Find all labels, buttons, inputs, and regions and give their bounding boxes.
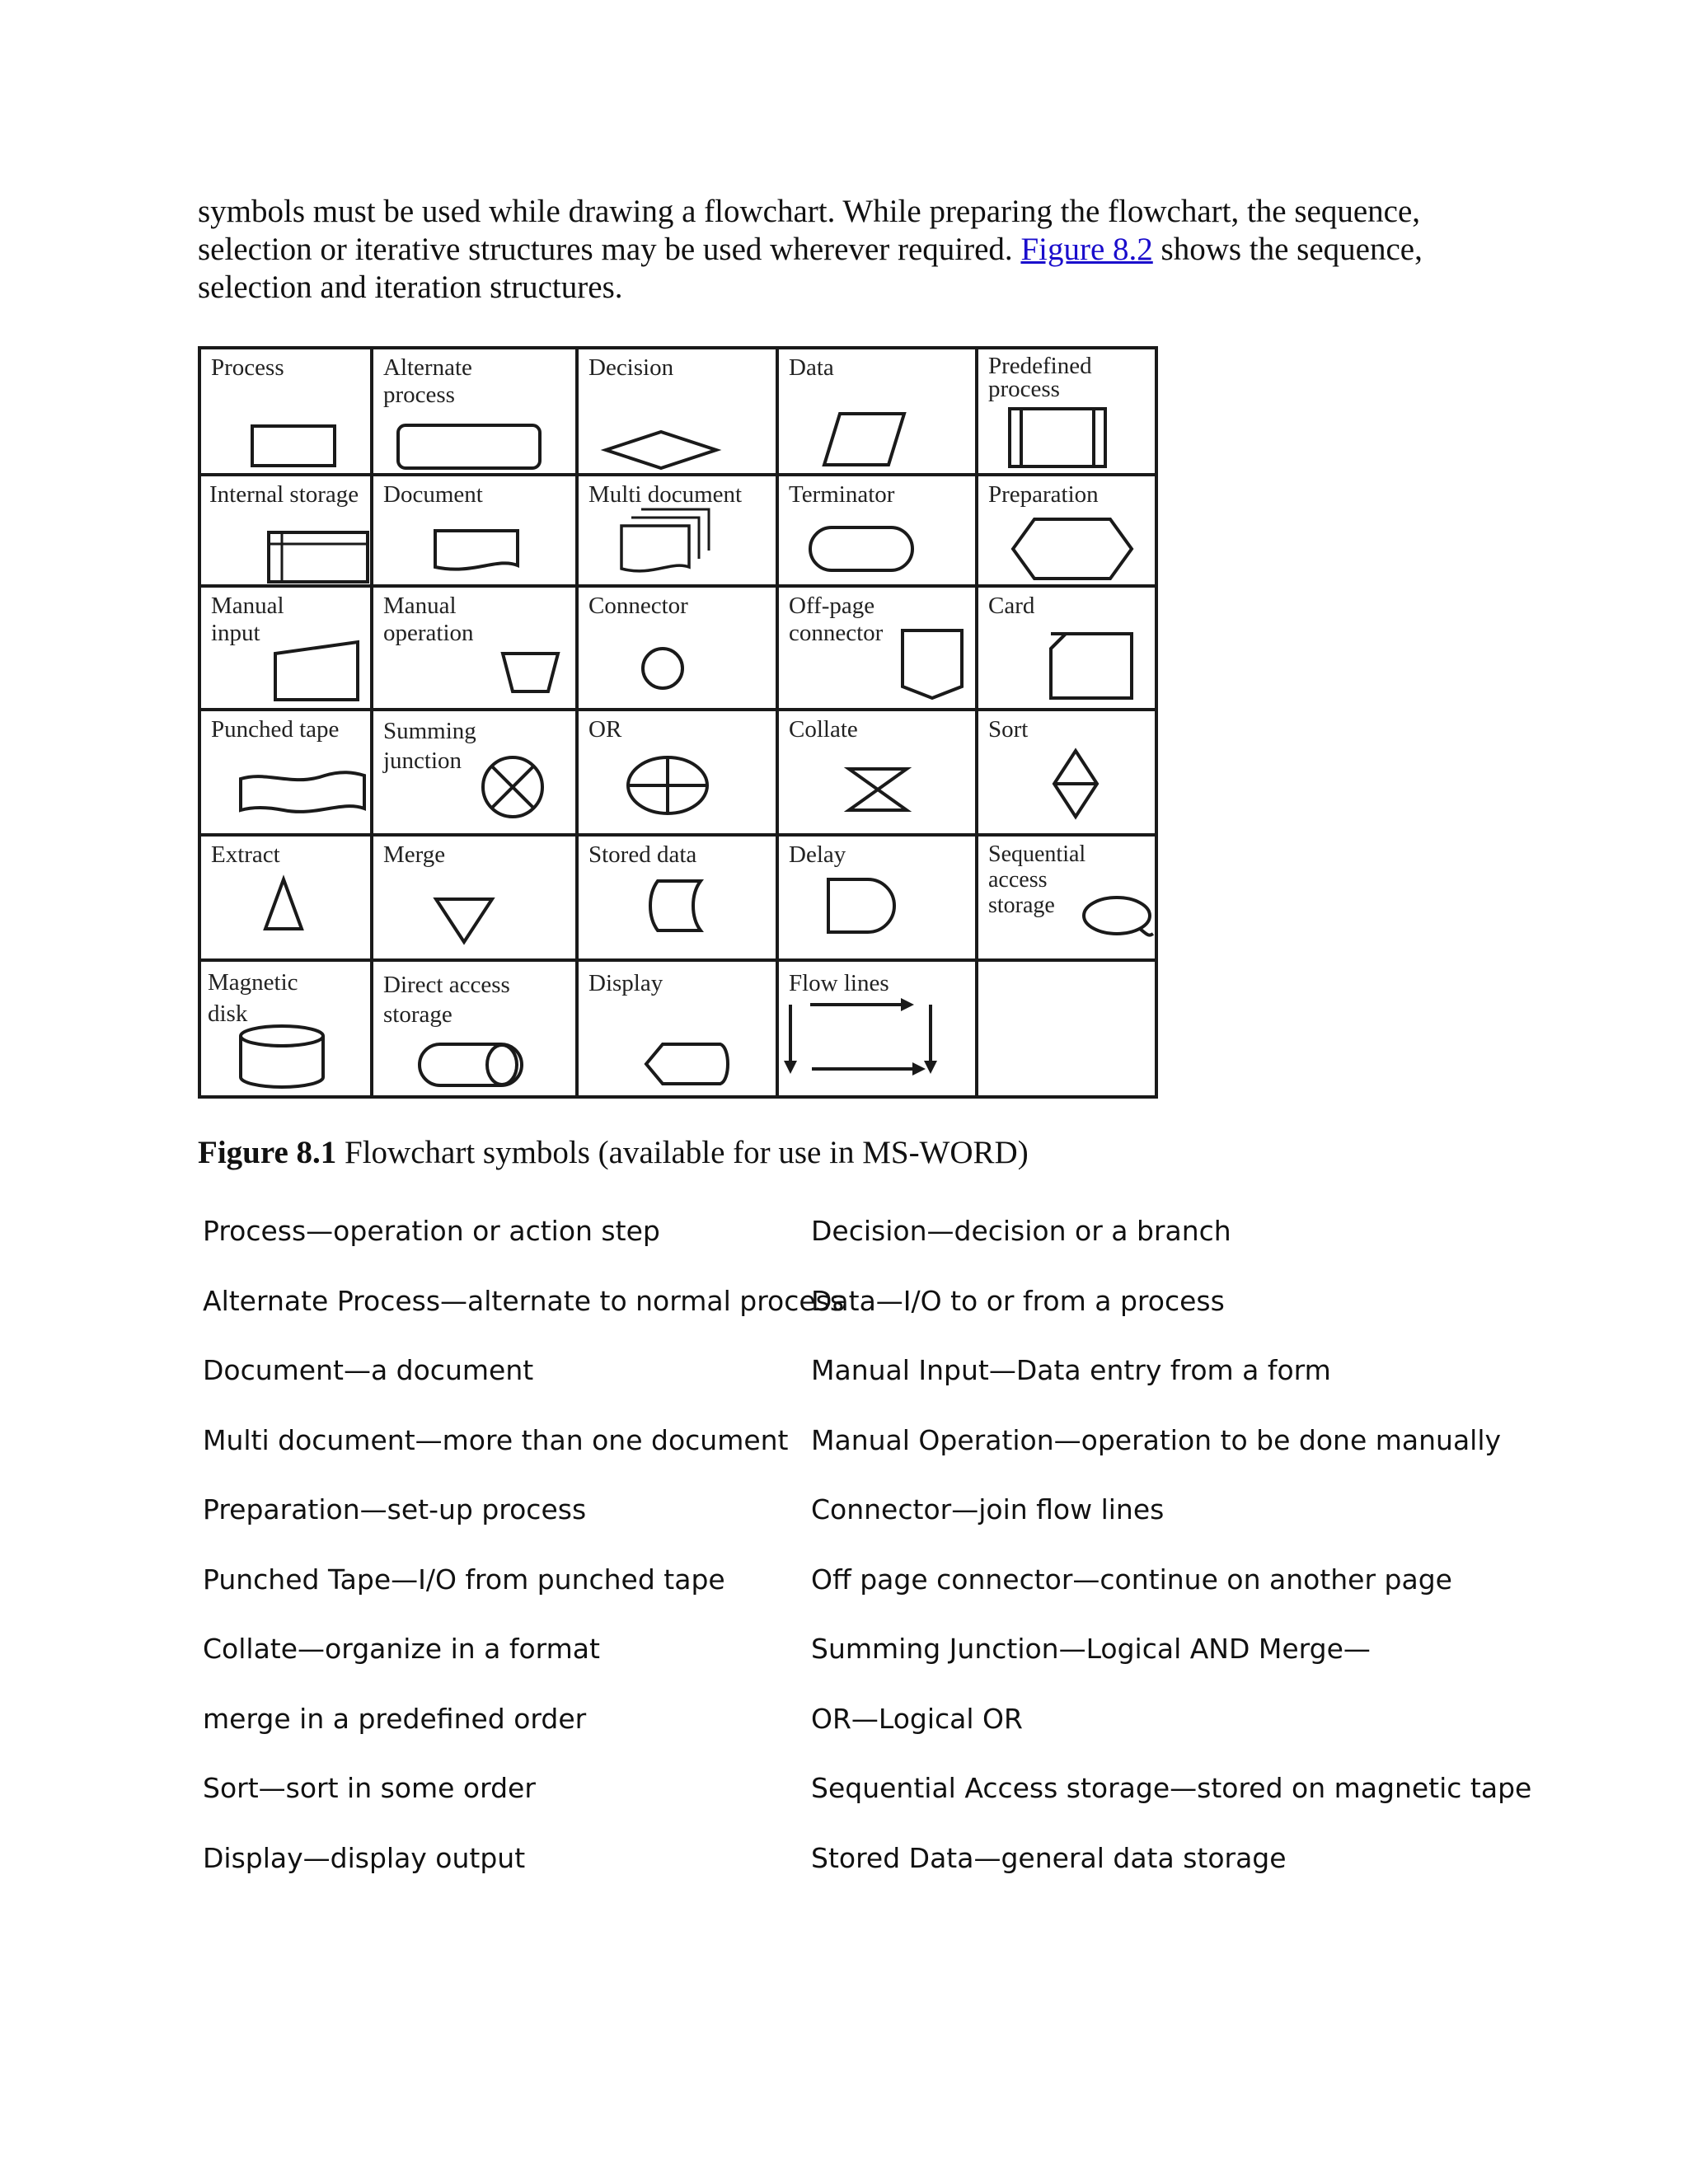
definition-row xyxy=(203,1563,1489,1633)
definition-right: Summing Junction—Logical AND Merge— xyxy=(811,1633,1371,1665)
cell-off-page-connector xyxy=(777,586,977,710)
cell-label: Preparation xyxy=(988,481,1099,508)
cell-magnetic-disk xyxy=(199,960,372,1097)
figure-8-2-link[interactable]: Figure 8.2 xyxy=(1020,232,1153,267)
predefined-process-symbol-icon xyxy=(978,349,1158,476)
definition-right: Off page connector—continue on another page xyxy=(811,1563,1452,1596)
cell-predefined-process xyxy=(977,348,1156,475)
definition-right: Decision—decision or a branch xyxy=(811,1215,1231,1247)
cell-label: Stored data xyxy=(588,841,697,868)
cell-preparation xyxy=(977,475,1156,586)
cell-terminator xyxy=(777,475,977,586)
extract-symbol-icon xyxy=(201,837,373,962)
cell-document xyxy=(372,475,577,586)
cell-manual-input xyxy=(199,586,372,710)
definition-row xyxy=(203,1842,1489,1912)
merge-symbol-icon xyxy=(373,837,579,962)
cell-connector xyxy=(577,586,777,710)
cell-label: Alternate process xyxy=(383,354,472,408)
definition-row xyxy=(203,1354,1489,1424)
cell-label: Collate xyxy=(789,716,858,743)
stored-data-symbol-icon xyxy=(579,837,779,962)
cell-summing-junction xyxy=(372,710,577,835)
cell-decision xyxy=(577,348,777,475)
cell-card xyxy=(977,586,1156,710)
cell-label: Sort xyxy=(988,716,1029,743)
process-symbol-icon xyxy=(201,349,373,476)
cell-label: Internal storage xyxy=(209,481,359,508)
delay-symbol-icon xyxy=(779,837,978,962)
definition-left: Document—a document xyxy=(203,1354,534,1386)
figure-caption xyxy=(198,1134,1029,1171)
definition-right: Connector—join flow lines xyxy=(811,1493,1165,1526)
definition-right: OR—Logical OR xyxy=(811,1702,1023,1735)
flow-lines-symbol-icon xyxy=(779,962,978,1099)
cell-label: Flow lines xyxy=(789,970,889,996)
definition-left: Preparation—set-up process xyxy=(203,1493,587,1526)
definition-right: Data—I/O to or from a process xyxy=(811,1284,1225,1317)
definition-right: Sequential Access storage—stored on magnetic tape xyxy=(811,1772,1532,1804)
definition-left: Punched Tape—I/O from punched tape xyxy=(203,1563,725,1596)
cell-label: Extract xyxy=(211,841,280,868)
definition-left: merge in a predefined order xyxy=(203,1702,587,1735)
sort-symbol-icon xyxy=(978,711,1158,837)
cell-empty xyxy=(977,960,1156,1097)
definition-row xyxy=(203,1493,1489,1563)
definition-left: Display—display output xyxy=(203,1841,526,1874)
internal-storage-symbol-icon xyxy=(201,476,373,588)
manual-operation-symbol-icon xyxy=(373,588,579,711)
cell-label: Document xyxy=(383,481,483,508)
cell-label: Manual input xyxy=(211,593,284,646)
definition-left: Process—operation or action step xyxy=(203,1215,660,1247)
cell-label: Display xyxy=(588,970,663,996)
definition-right: Manual Operation—operation to be done manually xyxy=(811,1423,1502,1456)
symbol-definitions-list xyxy=(203,1215,1532,1911)
cell-label: Multi document xyxy=(588,481,743,508)
cell-display xyxy=(577,960,777,1097)
definition-row xyxy=(203,1703,1489,1773)
cell-label: OR xyxy=(588,716,622,743)
intro-text-after: shows the sequence, selection and iteration structures. xyxy=(198,232,1423,305)
cell-label: Delay xyxy=(789,841,846,868)
decision-symbol-icon xyxy=(579,349,779,476)
cell-sequential-access-storage xyxy=(977,835,1156,960)
definition-row xyxy=(203,1423,1502,1494)
definition-right: Manual Input—Data entry from a form xyxy=(811,1354,1331,1386)
collate-symbol-icon xyxy=(779,711,978,837)
definition-row xyxy=(203,1633,1489,1703)
cell-manual-operation xyxy=(372,586,577,710)
alternate-process-symbol-icon xyxy=(373,349,579,476)
connector-symbol-icon xyxy=(579,588,779,711)
intro-paragraph xyxy=(198,193,1484,307)
multi-document-symbol-icon xyxy=(579,476,779,588)
summing-junction-symbol-icon xyxy=(373,711,579,837)
cell-sort xyxy=(977,710,1156,835)
magnetic-disk-symbol-icon xyxy=(201,962,373,1099)
document-symbol-icon xyxy=(373,476,579,588)
cell-label: Data xyxy=(789,354,834,381)
cell-label: Card xyxy=(988,593,1035,619)
sequential-access-storage-symbol-icon xyxy=(978,837,1158,962)
cell-label: Magnetic disk xyxy=(208,969,298,1027)
definition-row xyxy=(203,1215,1489,1285)
terminator-symbol-icon xyxy=(779,476,978,588)
intro-text-before: symbols must be used while drawing a flowchart. While preparing the flowchart, the sequence, selection or iterative structures may be used wherever required. xyxy=(198,194,1421,267)
cell-internal-storage xyxy=(199,475,372,586)
cell-label: Manual operation xyxy=(383,593,474,646)
cell-stored-data xyxy=(577,835,777,960)
cell-label: Merge xyxy=(383,841,446,868)
figure-number: Figure 8.1 xyxy=(198,1135,337,1170)
definition-left: Collate—organize in a format xyxy=(203,1633,600,1665)
caption-text: Flowchart symbols (available for use in MS-WORD) xyxy=(336,1135,1029,1170)
manual-input-symbol-icon xyxy=(201,588,373,711)
cell-label: Predefined process xyxy=(988,353,1092,402)
flowchart-symbols-figure xyxy=(198,346,1158,1099)
cell-label: Sequential access storage xyxy=(988,841,1086,918)
definition-row xyxy=(203,1285,1489,1355)
cell-label: Decision xyxy=(588,354,674,381)
punched-tape-symbol-icon xyxy=(201,711,373,837)
card-symbol-icon xyxy=(978,588,1158,711)
or-symbol-icon xyxy=(579,711,779,837)
cell-multi-document xyxy=(577,475,777,586)
cell-flow-lines xyxy=(777,960,977,1097)
cell-direct-access-storage xyxy=(372,960,577,1097)
cell-punched-tape xyxy=(199,710,372,835)
cell-delay xyxy=(777,835,977,960)
cell-extract xyxy=(199,835,372,960)
cell-or xyxy=(577,710,777,835)
cell-collate xyxy=(777,710,977,835)
cell-label: Summing junction xyxy=(383,718,476,774)
definition-left: Alternate Process—alternate to normal process xyxy=(203,1284,845,1317)
cell-alternate-process xyxy=(372,348,577,475)
data-symbol-icon xyxy=(779,349,978,476)
cell-label: Process xyxy=(211,354,284,381)
direct-access-storage-symbol-icon xyxy=(373,962,579,1099)
cell-label: Punched tape xyxy=(211,716,340,743)
preparation-symbol-icon xyxy=(978,476,1158,588)
cell-process xyxy=(199,348,372,475)
definition-row xyxy=(203,1772,1532,1842)
off-page-connector-symbol-icon xyxy=(779,588,978,711)
cell-label: Connector xyxy=(588,593,688,619)
cell-label: Terminator xyxy=(789,481,895,508)
cell-data xyxy=(777,348,977,475)
definition-right: Stored Data—general data storage xyxy=(811,1841,1287,1874)
cell-label: Off-page connector xyxy=(789,593,884,646)
definition-left: Sort—sort in some order xyxy=(203,1772,536,1804)
definition-left: Multi document—more than one document xyxy=(203,1423,789,1456)
display-symbol-icon xyxy=(579,962,779,1099)
cell-label: Direct access storage xyxy=(383,972,510,1028)
cell-merge xyxy=(372,835,577,960)
